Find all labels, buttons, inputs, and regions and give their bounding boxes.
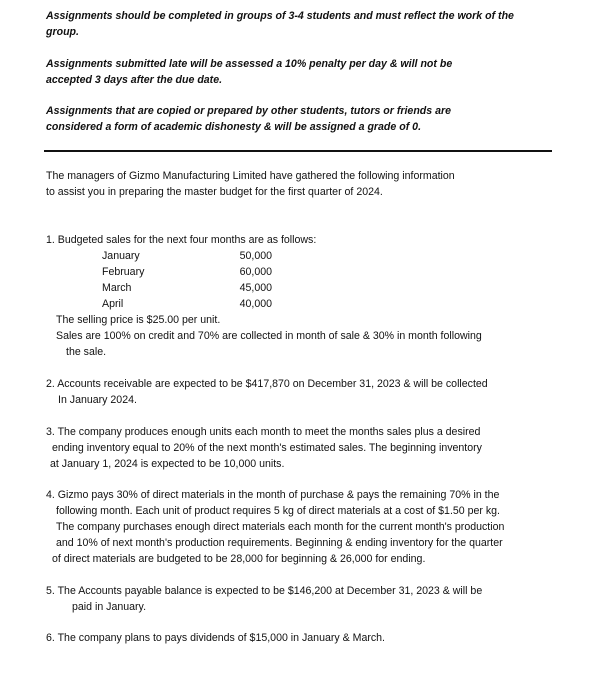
item-2-line-1: 2. Accounts receivable are expected to be $417,870 on December 31, 2023 & will be collected [46, 378, 488, 390]
sales-month: February [102, 266, 145, 278]
item-2-line-2: In January 2024. [58, 394, 137, 406]
item-3-production [46, 424, 541, 472]
credit-line-2: the sale. [66, 346, 107, 358]
item-5-line-1: 5. The Accounts payable balance is expected to be $146,200 at December 31, 2023 & will be [46, 585, 483, 597]
sales-units: 50,000 [239, 250, 272, 262]
table-row [102, 296, 272, 312]
rule-academic-dishonesty [46, 103, 546, 135]
item-4-line-4: and 10% of next month's production requirements. Beginning & ending inventory for the quarter [56, 537, 503, 549]
item-6-dividends [46, 630, 541, 646]
intro-line-1: The managers of Gizmo Manufacturing Limited have gathered the following information [46, 170, 455, 182]
item-3-line-2: ending inventory equal to 20% of the next month's estimated sales. The beginning inventory [52, 442, 482, 454]
rule-copy-line-2: considered a form of academic dishonesty & will be assigned a grade of 0. [46, 121, 422, 133]
table-row [102, 248, 272, 264]
selling-price-note: The selling price is $25.00 per unit. [56, 314, 221, 326]
sales-month: January [102, 250, 140, 262]
rule-late-line-1: Assignments submitted late will be assessed a 10% penalty per day & will not be [46, 58, 453, 70]
item-4-line-3: The company purchases enough direct materials each month for the current month's production [56, 521, 505, 533]
intro-paragraph [46, 168, 546, 200]
credit-terms-note [56, 328, 526, 360]
rule-group-work: Assignments should be completed in groups of 3-4 students and must reflect the work of the group. [46, 10, 514, 38]
sales-units: 45,000 [239, 282, 272, 294]
rule-late-line-2: accepted 3 days after the due date. [46, 74, 223, 86]
sales-units: 40,000 [239, 298, 272, 310]
item-6-line-1: 6. The company plans to pays dividends of $15,000 in January & March. [46, 632, 386, 644]
item-3-line-1: 3. The company produces enough units each month to meet the months sales plus a desired [46, 426, 481, 438]
item-4-line-5: of direct materials are budgeted to be 28,000 for beginning & 26,000 for ending. [52, 553, 426, 565]
credit-line-1: Sales are 100% on credit and 70% are collected in month of sale & 30% in month following [56, 330, 482, 342]
rule-late-penalty [46, 56, 546, 88]
intro-line-2: to assist you in preparing the master budget for the first quarter of 2024. [46, 186, 383, 198]
table-row [102, 264, 272, 280]
table-row [102, 280, 272, 296]
item-4-line-2: following month. Each unit of product requires 5 kg of direct materials at a cost of $1.50 per kg. [56, 505, 500, 517]
rule-copy-line-1: Assignments that are copied or prepared by other students, tutors or friends are [46, 105, 451, 117]
item-3-line-3: at January 1, 2024 is expected to be 10,000 units. [50, 458, 285, 470]
item-4-line-1: 4. Gizmo pays 30% of direct materials in the month of purchase & pays the remaining 70% in the [46, 489, 500, 501]
item-5-accounts-payable [46, 583, 541, 615]
item-4-direct-materials [46, 487, 546, 567]
item-2-accounts-receivable [46, 376, 541, 408]
sales-units: 60,000 [239, 266, 272, 278]
budgeted-sales-table [102, 248, 272, 312]
section-divider [44, 150, 552, 152]
item-5-line-2: paid in January. [72, 601, 147, 613]
sales-month: March [102, 282, 132, 294]
sales-month: April [102, 298, 124, 310]
item-1-title: 1. Budgeted sales for the next four months are as follows: [46, 234, 317, 246]
